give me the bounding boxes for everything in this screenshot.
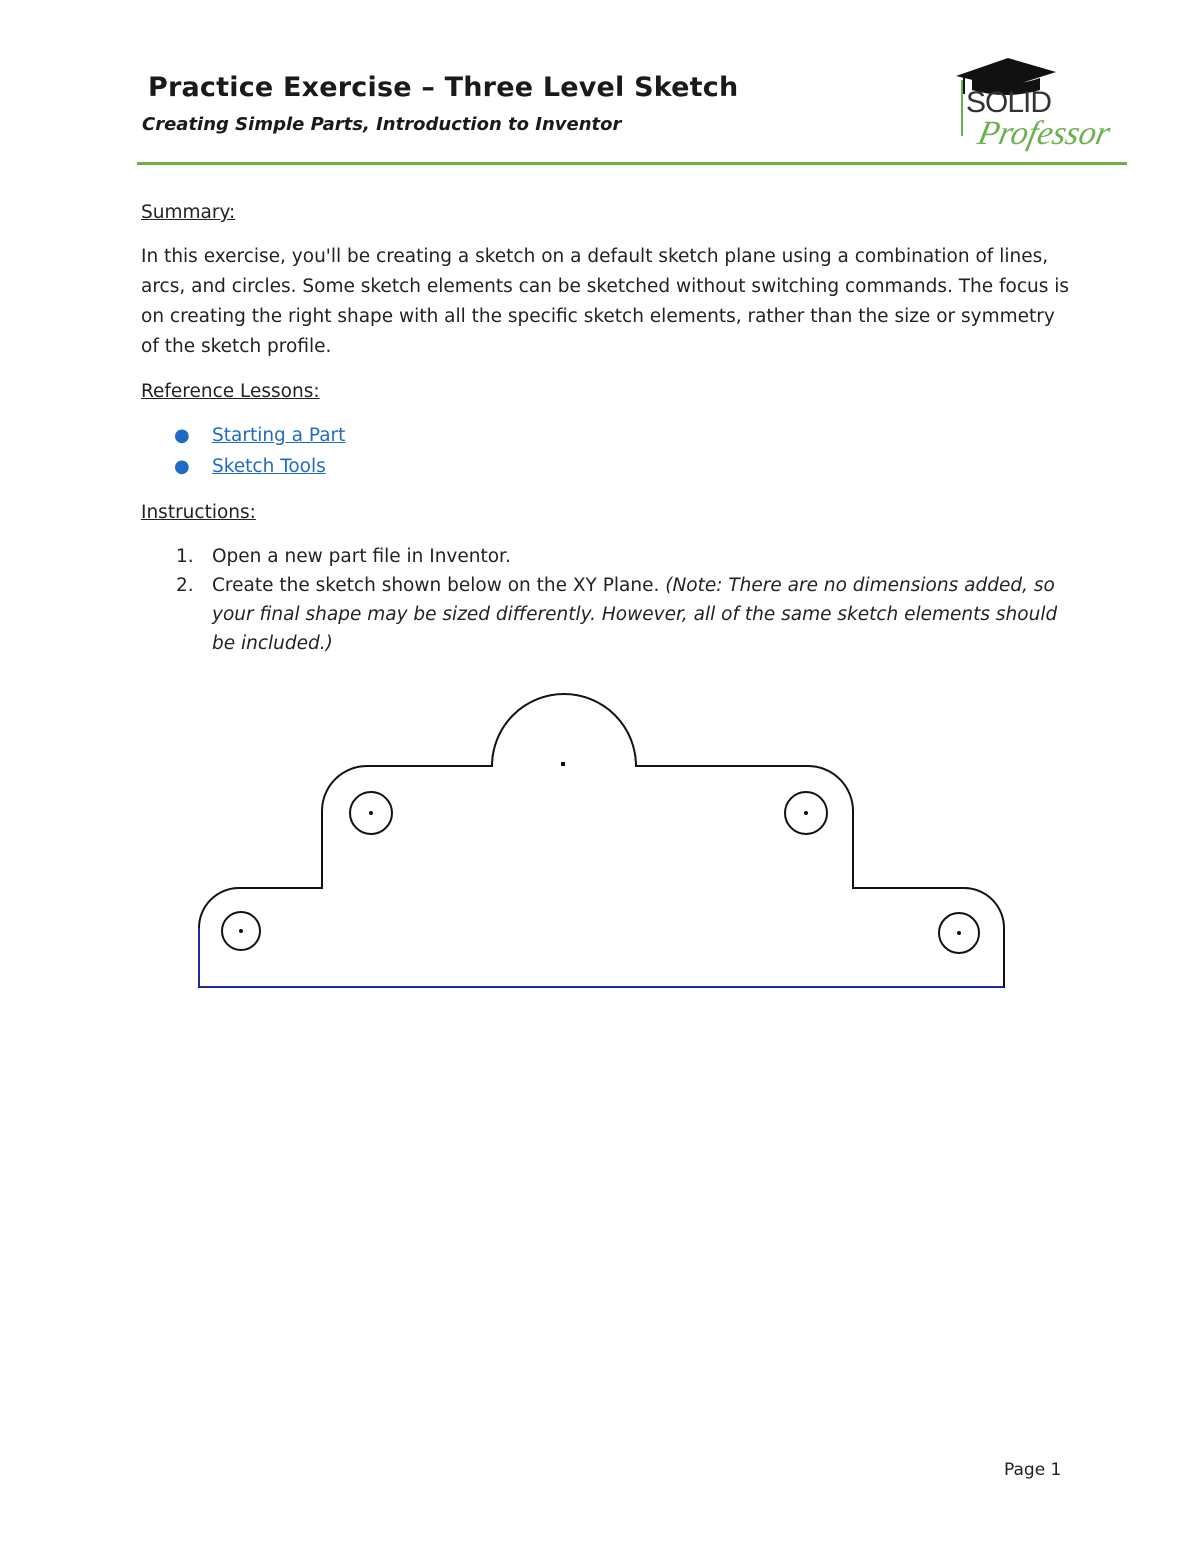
solid-professor-logo <box>950 52 1140 152</box>
center-point <box>239 929 243 933</box>
logo-text-professor: Professor <box>974 114 1114 152</box>
logo-text-solid: SOLID <box>966 86 1052 119</box>
document-body <box>141 198 1071 658</box>
center-point <box>804 811 808 815</box>
bullet-icon: ● <box>174 456 190 477</box>
reference-lessons-heading: Reference Lessons: <box>141 381 320 402</box>
list-item <box>141 571 1071 658</box>
step-note: (Note: There are no dimensions added, so your final shape may be sized differently. However, all of the same sketch elements should be included.) <box>212 575 1058 654</box>
sketch-drawing <box>190 680 1020 1000</box>
step-number: 2. <box>176 575 194 596</box>
link-starting-a-part[interactable]: Starting a Part <box>212 425 346 446</box>
bullet-icon: ● <box>174 425 190 446</box>
instructions-heading: Instructions: <box>141 502 256 523</box>
arc-center-point <box>561 762 565 766</box>
reference-lessons-list <box>141 421 1071 483</box>
center-point <box>957 931 961 935</box>
sketch-profile <box>199 694 1004 987</box>
summary-text: In this exercise, you'll be creating a sketch on a default sketch plane using a combination of lines, arcs, and circles. Some sketch elements can be sketched without switching commands. The focus is on creating the right shape with all the specific sketch elements, rather than the size or symmetry of the sketch profile. <box>141 246 1070 357</box>
list-item <box>141 452 1071 483</box>
header-divider <box>137 162 1127 165</box>
page-title: Practice Exercise – Three Level Sketch <box>148 72 739 103</box>
step-number: 1. <box>176 546 194 567</box>
list-item <box>141 421 1071 452</box>
list-item <box>141 542 1071 571</box>
instructions-list <box>141 542 1071 658</box>
link-sketch-tools[interactable]: Sketch Tools <box>212 456 326 477</box>
graduation-cap-icon <box>956 58 1056 88</box>
summary-heading: Summary: <box>141 202 236 223</box>
step-text: Open a new part file in Inventor. <box>212 546 511 567</box>
center-point <box>369 811 373 815</box>
page-subtitle: Creating Simple Parts, Introduction to Inventor <box>142 114 622 135</box>
page-number: Page 1 <box>1004 1460 1062 1480</box>
step-text: Create the sketch shown below on the XY Plane. <box>212 575 666 596</box>
